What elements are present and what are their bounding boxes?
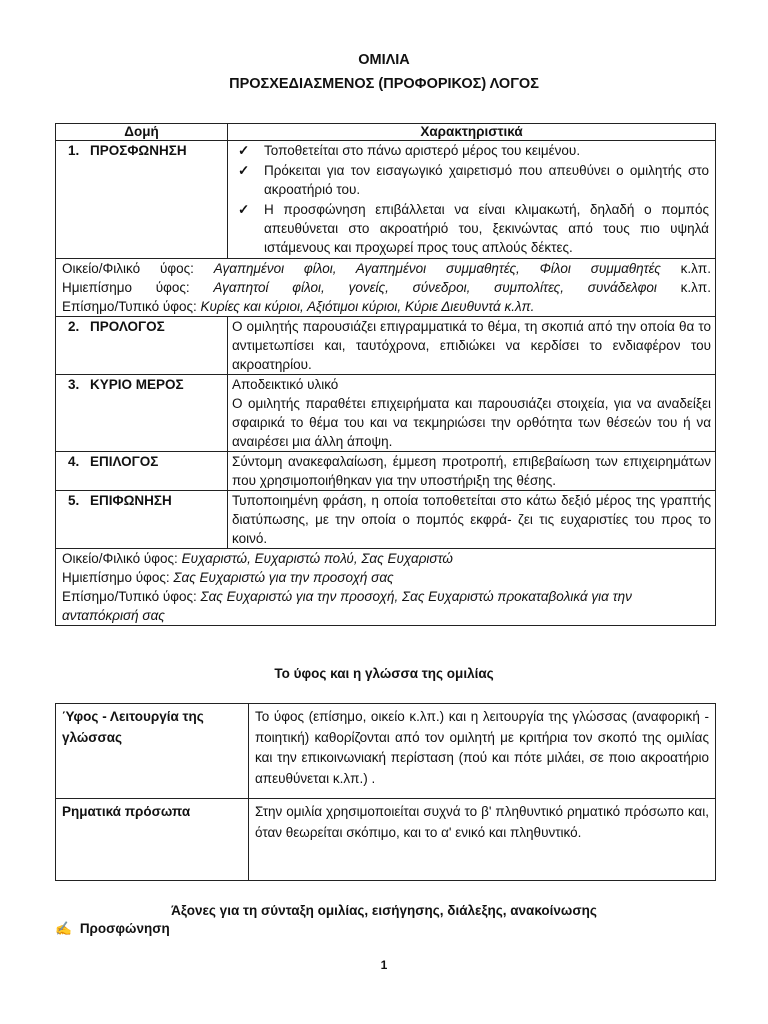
row-content: Στην ομιλία χρησιμοποιείται συχνά το β' πληθυντικό ρηματικό πρόσωπο και, όταν θεωρείται σκόπιμο, και το α' ενικό και πληθυντικό. (249, 799, 716, 881)
closing-styles-row (56, 549, 716, 626)
table-row (56, 141, 716, 259)
table-row (56, 452, 716, 491)
style-line: Επίσημο/Τυπικό ύφος: Κυρίες και κύριοι, Αξιότιμοι κύριοι, Κύριε Διευθυντά κ.λπ. (62, 299, 535, 314)
table-row (56, 317, 716, 375)
row-content: Το ύφος (επίσημο, οικείο κ.λπ.) και η λειτουργία της γλώσσας (αναφορική - ποιητική) καθορίζονται από τον ομιλητή με κριτήρια τον σκοπό της ομιλίας και την επικοινωνιακή περίσταση (πού και πότε μιλάει, σε ποιο ακροατήριο απευθύνεται κ.λπ.) . (249, 704, 716, 799)
row-head-verb-persons: Ρηματικά πρόσωπα (56, 799, 249, 881)
row-text: Ο ομιλητής παραθέτει επιχειρήματα και παρουσιάζει στοιχεία, για να αναδείξει σφαιρικά το θέμα του και να τεκμηριώσει την ορθότητα των θέσεών του ή να αναιρέσει μια άλλη άποψη. (232, 396, 711, 449)
checkmark-icon: ✓ (238, 163, 250, 178)
checkmark-icon: ✓ (238, 143, 250, 158)
table-row (56, 704, 716, 799)
style-line: Επίσημο/Τυπικό ύφος: Σας Ευχαριστώ για την προσοχή, Σας Ευχαριστώ προκαταβολικά για την ανταπόκρισή σας (62, 589, 632, 623)
row-label-main-body: 3. ΚΥΡΙΟ ΜΕΡΟΣ (56, 375, 228, 452)
row-label-salutation (56, 141, 228, 259)
subsection-label: Προσφώνηση (79, 921, 170, 936)
row-head-style-function: Ύφος - Λειτουργία της γλώσσας (56, 704, 249, 799)
row-label: ΠΡΟΣΦΩΝΗΣΗ (90, 143, 187, 158)
document-title: ΟΜΙΛΙΑ (358, 52, 410, 68)
salutation-styles-row (56, 259, 716, 317)
row-subtitle: Αποδεικτικό υλικό (232, 377, 339, 392)
header-structure: Δομή (56, 124, 228, 141)
salutation-styles (56, 259, 716, 317)
row-content (228, 141, 716, 259)
section-heading-style-language: Το ύφος και η γλώσσα της ομιλίας (274, 666, 494, 681)
closing-styles (56, 549, 716, 626)
row-content (228, 375, 716, 452)
row-content: Τυποποιημένη φράση, η οποία τοποθετείται στο κάτω δεξιό μέρος της γραπτής διατύπωσης, με την οποία ο πομπός εκφρά- ζει τις ευχαριστίες του προς το κοινό. (228, 491, 716, 549)
row-content: Σύντομη ανακεφαλαίωση, έμμεση προτροπή, επιβεβαίωση των επιχειρημάτων που χρησιμοποιήθηκαν για την υποστήριξη της θέσης. (228, 452, 716, 491)
structure-table (55, 123, 716, 626)
table-header-row (56, 124, 716, 141)
list-item: ✓ Η προσφώνηση επιβάλλεται να είναι κλιμακωτή, δηλαδή ο πομπός απευθύνεται στο ακροατήριό του, ξεκινώντας από τους πιο υψηλά ιστάμενους και προχωρεί προς τους απλούς δέκτες. (238, 202, 709, 255)
table-row (56, 799, 716, 881)
row-label-epilogue: 4. ΕΠΙΛΟΓΟΣ (56, 452, 228, 491)
style-line: Ημιεπίσημο ύφος: Αγαπητοί φίλοι, γονείς, σύνεδροι, συμπολίτες, συνάδελφοι κ.λπ. (62, 280, 711, 295)
style-language-table (55, 703, 716, 881)
style-line: Ημιεπίσημο ύφος: Σας Ευχαριστώ για την προσοχή σας (62, 570, 394, 585)
list-item: ✓ Τοποθετείται στο πάνω αριστερό μέρος του κειμένου. (238, 143, 581, 158)
row-label-closing: 5. ΕΠΙΦΩΝΗΣΗ (56, 491, 228, 549)
section-heading-axes: Άξονες για τη σύνταξη ομιλίας, εισήγησης, διάλεξης, ανακοίνωσης (171, 903, 597, 918)
style-line: Οικείο/Φιλικό ύφος: Αγαπημένοι φίλοι, Αγαπημένοι συμμαθητές, Φίλοι συμμαθητές κ.λπ. (62, 261, 711, 276)
row-number: 1. (68, 143, 80, 158)
checkmark-icon: ✓ (238, 202, 250, 217)
table-row (56, 491, 716, 549)
page-number: 1 (380, 958, 388, 972)
style-line: Οικείο/Φιλικό ύφος: Ευχαριστώ, Ευχαριστώ πολύ, Σας Ευχαριστώ (62, 551, 453, 566)
subsection-salutation (55, 921, 170, 937)
writing-hand-icon: ✍ (55, 921, 72, 936)
document-subtitle: ΠΡΟΣΧΕΔΙΑΣΜΕΝΟΣ (ΠΡΟΦΟΡΙΚΟΣ) ΛΟΓΟΣ (229, 76, 539, 92)
row-content: Ο ομιλητής παρουσιάζει επιγραμματικά το θέμα, τη σκοπιά από την οποία θα το αντιμετωπίσει και, ταυτόχρονα, επιδιώκει να κερδίσει το ενδιαφέρον του ακροατηρίου. (228, 317, 716, 375)
list-item: ✓ Πρόκειται για τον εισαγωγικό χαιρετισμό που απευθύνει ο ομιλητής στο ακροατήριό του. (238, 163, 709, 197)
table-row (56, 375, 716, 452)
header-characteristics: Χαρακτηριστικά (228, 124, 716, 141)
row-label-prologue: 2. ΠΡΟΛΟΓΟΣ (56, 317, 228, 375)
